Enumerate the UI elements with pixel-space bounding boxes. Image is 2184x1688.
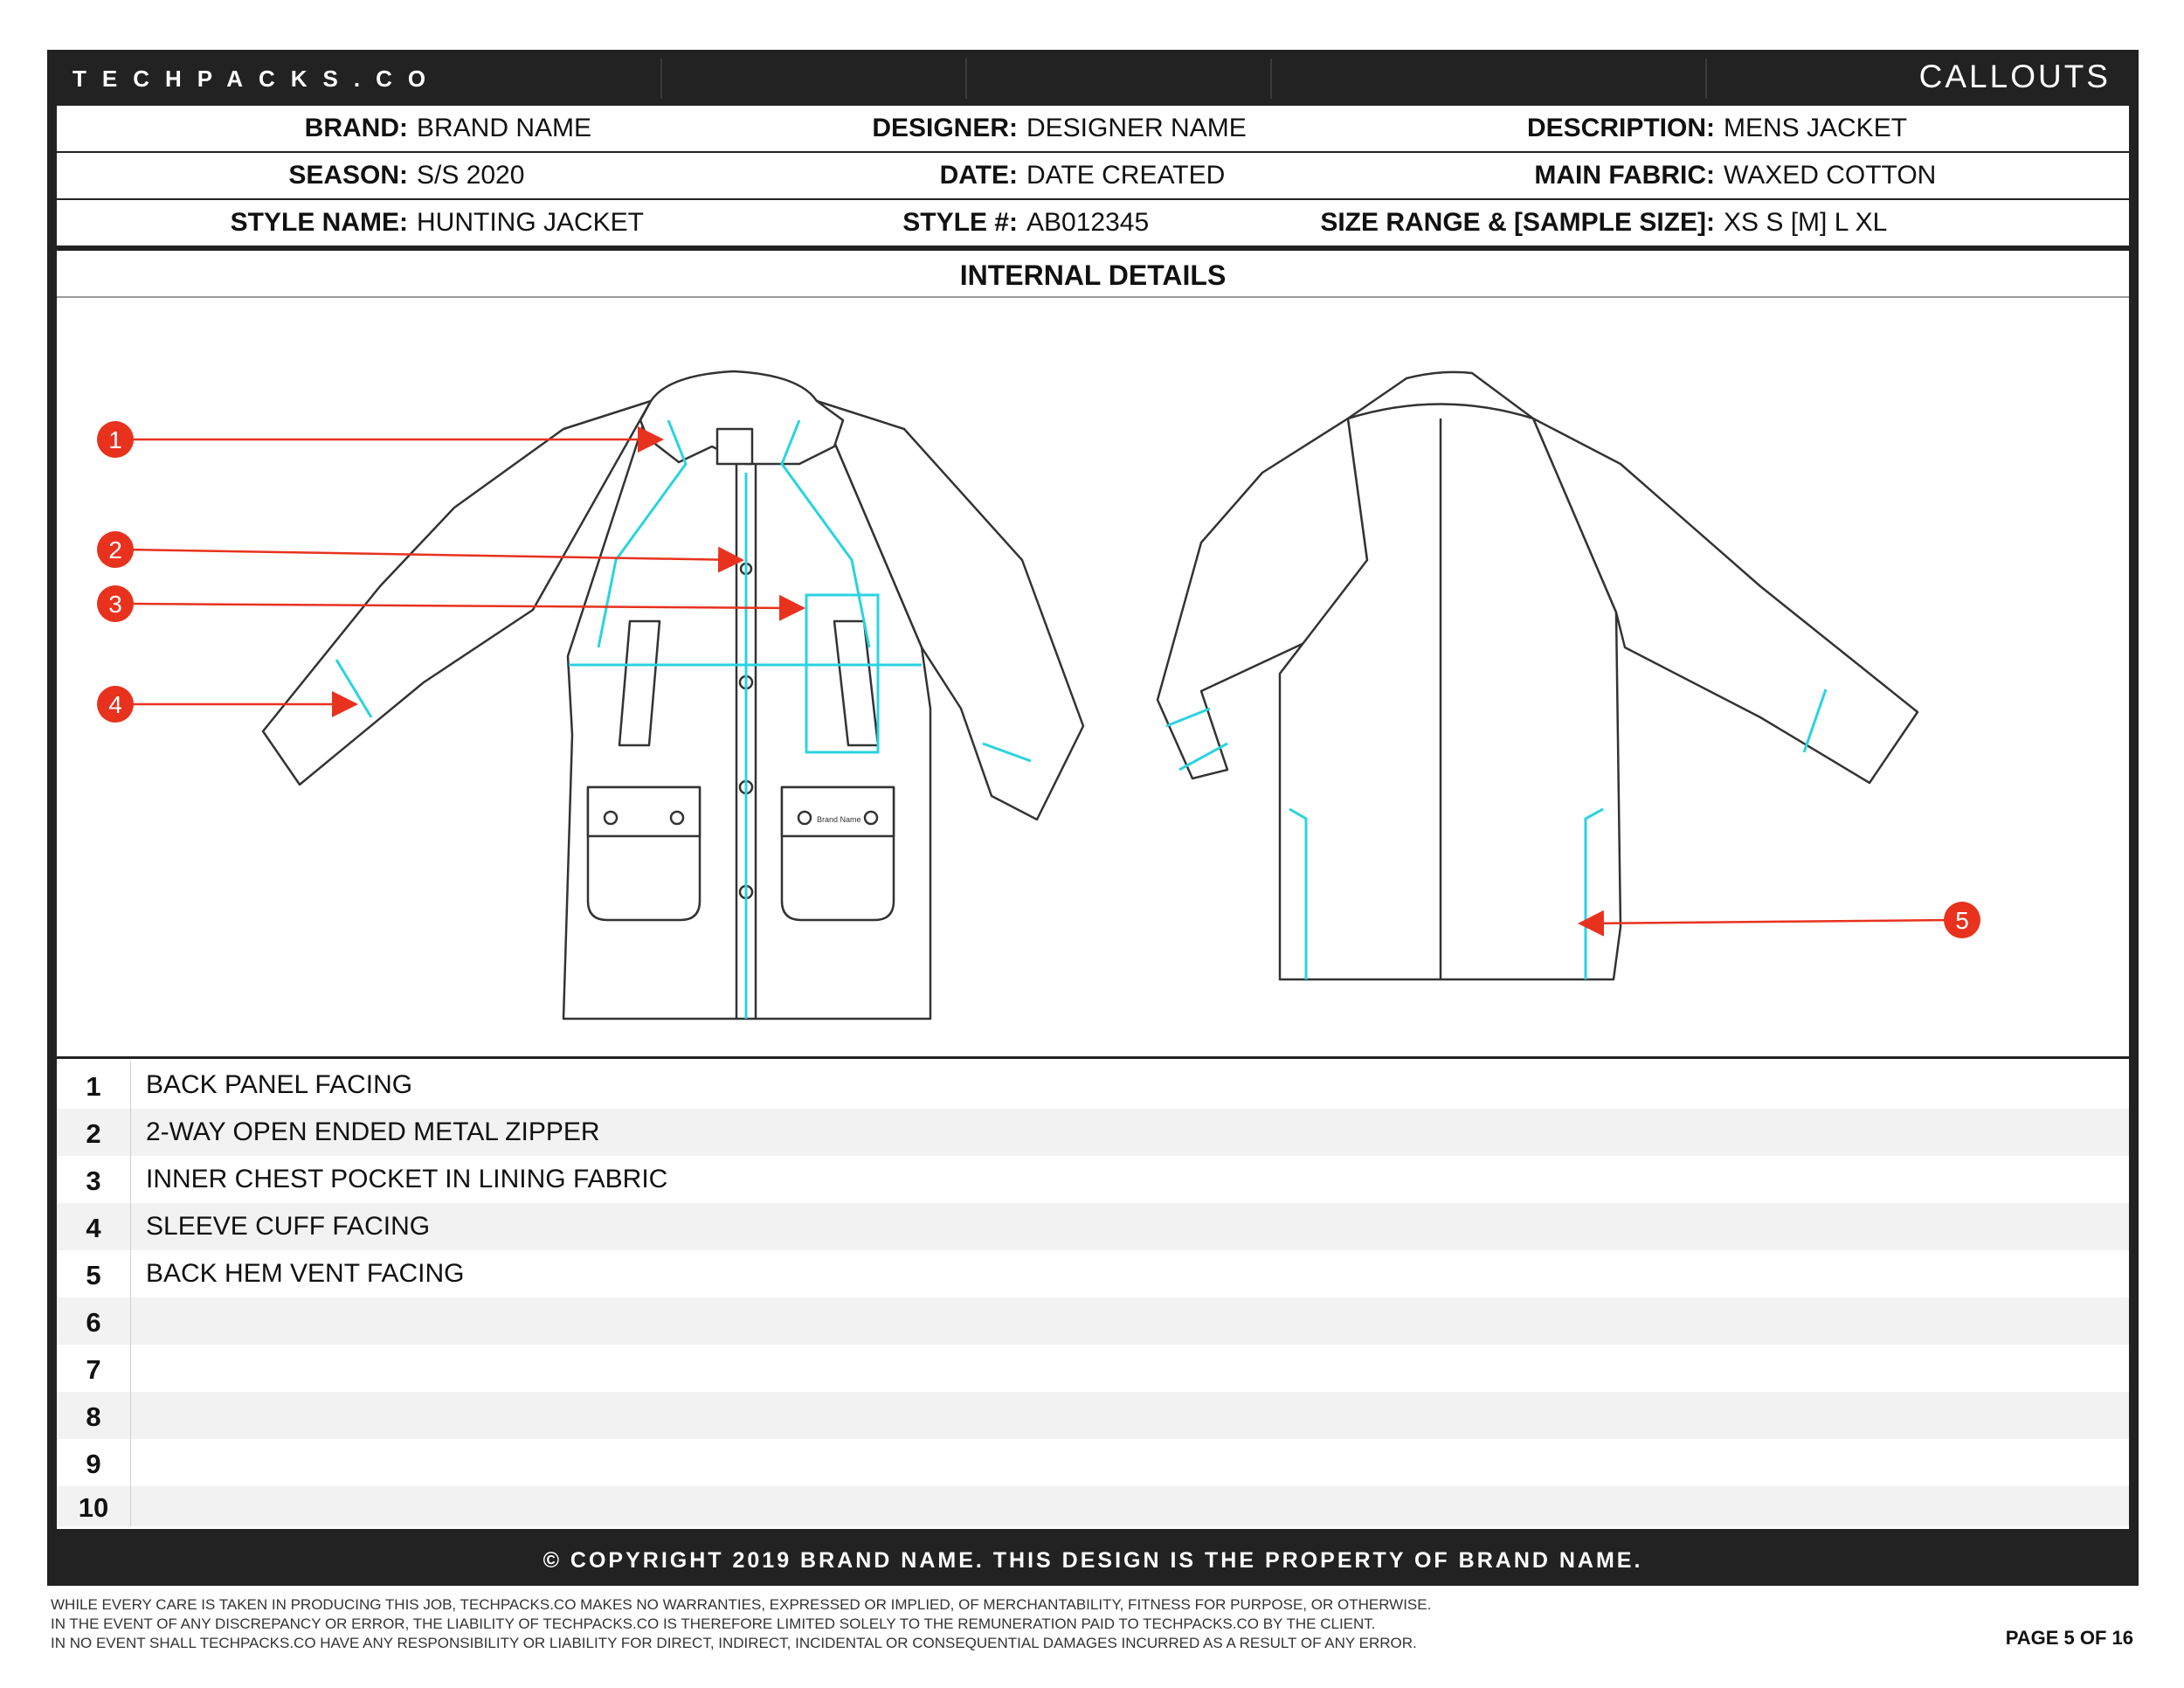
table-row bbox=[57, 1486, 2129, 1526]
table-row bbox=[57, 1062, 2129, 1109]
table-row bbox=[57, 1250, 2129, 1297]
back-jacket bbox=[1158, 372, 1918, 979]
section-title: CALLOUTS bbox=[1918, 59, 2111, 94]
style-number-value: AB012345 bbox=[1026, 208, 1150, 237]
leader-line-5 bbox=[1582, 920, 1951, 924]
style-number-label: STYLE #: bbox=[902, 208, 1018, 237]
designer-label: DESIGNER: bbox=[872, 114, 1018, 142]
marker-2-label: 2 bbox=[108, 536, 122, 564]
info-row-2 bbox=[57, 153, 2129, 198]
panel-title: INTERNAL DETAILS bbox=[57, 251, 2129, 298]
page-number: PAGE 5 OF 16 bbox=[2005, 1627, 2133, 1649]
season-value: S/S 2020 bbox=[417, 161, 525, 190]
front-jacket bbox=[263, 371, 1083, 1019]
row-number: 5 bbox=[57, 1250, 131, 1297]
callout-table bbox=[57, 1056, 2129, 1529]
date-value: DATE CREATED bbox=[1026, 161, 1226, 190]
style-name-label: STYLE NAME: bbox=[230, 208, 408, 237]
row-description: BACK HEM VENT FACING bbox=[146, 1259, 465, 1288]
collar-tab bbox=[717, 429, 752, 464]
divider bbox=[965, 59, 967, 99]
table-row bbox=[57, 1392, 2129, 1439]
season-label: SEASON: bbox=[288, 161, 408, 190]
pocket-brand-label: Brand Name bbox=[817, 815, 861, 824]
snap bbox=[798, 812, 811, 824]
designer-value: DESIGNER NAME bbox=[1026, 114, 1247, 142]
row-number: 1 bbox=[57, 1062, 131, 1109]
size-range-value: XS S [M] L XL bbox=[1724, 208, 1888, 237]
row-number: 6 bbox=[57, 1297, 131, 1345]
logo: TECHPACKS.CO bbox=[73, 66, 442, 92]
row-number: 10 bbox=[57, 1486, 131, 1526]
row-description: BACK PANEL FACING bbox=[146, 1070, 413, 1099]
row-number: 4 bbox=[57, 1203, 131, 1250]
jacket-drawing bbox=[57, 298, 2129, 1051]
info-row-3 bbox=[57, 200, 2129, 246]
copyright-bar: © COPYRIGHT 2019 BRAND NAME. THIS DESIGN IS THE PROPERTY OF BRAND NAME. bbox=[543, 1548, 1643, 1573]
disclaimer-line: IN THE EVENT OF ANY DISCREPANCY OR ERROR, THE LIABILITY OF TECHPACKS.CO IS THEREFORE LIMITED SOLELY TO THE REMUNERATION PAID TO TECHPACKS.CO BY THE CLIENT. bbox=[51, 1615, 1376, 1632]
marker-1-label: 1 bbox=[108, 426, 122, 453]
row-number: 3 bbox=[57, 1156, 131, 1203]
table-row bbox=[57, 1439, 2129, 1486]
info-row-1 bbox=[57, 106, 2129, 151]
divider bbox=[1270, 59, 1272, 99]
disclaimer-line: WHILE EVERY CARE IS TAKEN IN PRODUCING THIS JOB, TECHPACKS.CO MAKES NO WARRANTIES, EXPRESSED OR IMPLIED, OF MERCHANTABILITY, FITNESS FOR PURPOSE, OR OTHERWISE. bbox=[51, 1596, 1432, 1613]
table-row bbox=[57, 1156, 2129, 1203]
divider bbox=[1705, 59, 1707, 99]
disclaimer bbox=[51, 1595, 1431, 1653]
date-label: DATE: bbox=[939, 161, 1018, 190]
marker-3-label: 3 bbox=[108, 591, 122, 618]
row-number: 8 bbox=[57, 1392, 131, 1439]
internal-details-panel bbox=[57, 251, 2129, 1130]
flap-right bbox=[782, 787, 894, 836]
description-label: DESCRIPTION: bbox=[1526, 114, 1715, 142]
row-number: 2 bbox=[57, 1109, 131, 1156]
fabric-label: MAIN FABRIC: bbox=[1534, 161, 1715, 190]
fabric-value: WAXED COTTON bbox=[1724, 161, 1937, 190]
snap bbox=[605, 812, 617, 824]
table-row bbox=[57, 1109, 2129, 1156]
row-description: 2-WAY OPEN ENDED METAL ZIPPER bbox=[146, 1117, 600, 1146]
divider bbox=[660, 59, 662, 99]
marker-5-label: 5 bbox=[1955, 907, 1969, 934]
flap-left bbox=[588, 787, 700, 836]
style-name-value: HUNTING JACKET bbox=[417, 208, 645, 237]
row-number: 9 bbox=[57, 1439, 131, 1486]
snap bbox=[865, 812, 877, 824]
disclaimer-line: IN NO EVENT SHALL TECHPACKS.CO HAVE ANY RESPONSIBILITY OR LIABILITY FOR DIRECT, INDIRECT, INCIDENTAL OR CONSEQUENTIAL DAMAGES INCURRED AS A RESULT OF ANY ERROR. bbox=[51, 1635, 1417, 1651]
brand-value: BRAND NAME bbox=[417, 114, 592, 142]
tech-pack-sheet bbox=[47, 50, 2139, 1586]
table-row bbox=[57, 1203, 2129, 1250]
row-description: SLEEVE CUFF FACING bbox=[146, 1212, 431, 1241]
row-number: 7 bbox=[57, 1345, 131, 1392]
brand-label: BRAND: bbox=[304, 114, 408, 142]
size-range-label: SIZE RANGE & [SAMPLE SIZE]: bbox=[1320, 208, 1715, 237]
table-row bbox=[57, 1297, 2129, 1345]
snap bbox=[671, 812, 683, 824]
top-bar bbox=[47, 50, 2139, 104]
table-row bbox=[57, 1345, 2129, 1392]
description-value: MENS JACKET bbox=[1724, 114, 1908, 142]
marker-4-label: 4 bbox=[108, 691, 122, 718]
row-description: INNER CHEST POCKET IN LINING FABRIC bbox=[146, 1165, 668, 1193]
